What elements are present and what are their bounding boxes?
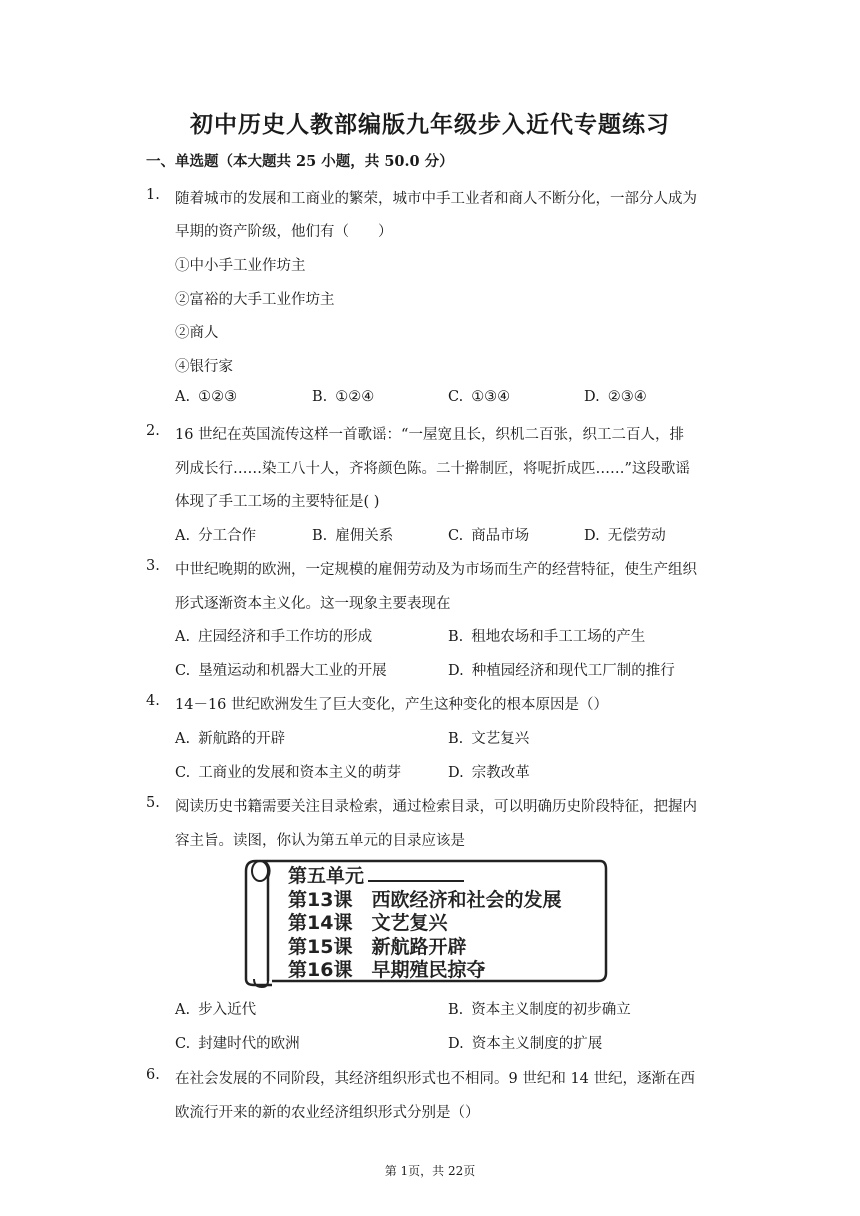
table-of-contents-scroll-figure <box>242 855 608 988</box>
option-c[interactable] <box>175 761 401 782</box>
section-heading: 一、单选题（本大题共 25 小题，共 50.0 分） <box>146 153 454 170</box>
option-key: C. <box>448 389 464 405</box>
option-b[interactable] <box>312 389 374 405</box>
option-text: 庄园经济和手工作坊的形成 <box>198 629 373 645</box>
option-key: C. <box>448 528 464 544</box>
page-footer: 第 1页，共 22页 <box>384 1164 476 1178</box>
question-text-line: 列成长行……染工八十人，齐将颜色陈。二十擀制匠，将呢折成匹……”这段歌谣 <box>175 461 690 477</box>
lesson-entry: 第13课 西欧经济和社会的发展 <box>288 888 562 911</box>
question-text-line: 中世纪晚期的欧洲，一定规模的雇佣劳动及为市场而生产的经营特征，使生产组织 <box>175 562 697 578</box>
answer-options <box>175 761 735 781</box>
option-key: A. <box>175 1002 191 1018</box>
option-text: 分工合作 <box>198 528 257 544</box>
option-key: B. <box>448 629 464 645</box>
option-a[interactable] <box>175 389 237 405</box>
answer-options <box>175 524 735 544</box>
option-key: C. <box>175 1036 191 1052</box>
option-key: B. <box>448 731 464 747</box>
question-text-line: 体现了手工工场的主要特征是( ) <box>175 494 380 510</box>
option-c[interactable] <box>175 659 387 680</box>
option-key: D. <box>584 389 600 405</box>
option-text: 无偿劳动 <box>607 528 666 544</box>
option-text: 封建时代的欧洲 <box>198 1036 300 1052</box>
option-key: C. <box>175 663 191 679</box>
question-text-line: 欧流行开来的新的农业经济组织形式分别是（） <box>175 1105 480 1121</box>
question-number: 1. <box>146 187 160 203</box>
option-text: 新航路的开辟 <box>198 731 286 747</box>
question-number: 6. <box>146 1067 160 1083</box>
option-key: A. <box>175 629 191 645</box>
question-text-line: 16 世纪在英国流传这样一首歌谣：“一屋宽且长，织机二百张，织工二百人，排 <box>175 427 684 443</box>
lesson-entry: 第15课 新航路开辟 <box>288 935 467 958</box>
option-a[interactable] <box>175 727 285 748</box>
option-text: 工商业的发展和资本主义的萌芽 <box>198 765 402 781</box>
answer-options <box>175 389 735 409</box>
option-text: 宗教改革 <box>471 765 530 781</box>
option-d[interactable] <box>584 524 666 545</box>
option-key: D. <box>584 528 600 544</box>
question-number: 4. <box>146 693 160 709</box>
option-a[interactable] <box>175 998 256 1019</box>
option-d[interactable] <box>584 389 647 405</box>
option-b[interactable] <box>448 998 631 1019</box>
option-b[interactable] <box>448 727 529 748</box>
option-key: B. <box>312 528 328 544</box>
answer-options <box>175 1032 735 1052</box>
answer-options <box>175 625 735 645</box>
option-text: 垦殖运动和机器大工业的开展 <box>198 663 387 679</box>
question-text-line: 阅读历史书籍需要关注目录检索，通过检索目录，可以明确历史阶段特征，把握内 <box>175 799 697 815</box>
option-a[interactable] <box>175 625 372 646</box>
option-text: 雇佣关系 <box>335 528 394 544</box>
option-text: 资本主义制度的扩展 <box>471 1036 603 1052</box>
option-a[interactable] <box>175 524 256 545</box>
option-text: 种植园经济和现代工厂制的推行 <box>471 663 675 679</box>
option-key: C. <box>175 765 191 781</box>
question-text-line: 在社会发展的不同阶段，其经济组织形式也不相同。9 世纪和 14 世纪，逐渐在西 <box>175 1071 696 1087</box>
unit-heading-text: 第五单元 <box>288 865 365 887</box>
option-c[interactable] <box>448 389 510 405</box>
option-c[interactable] <box>448 524 529 545</box>
question-text-line: 形式逐渐资本主义化。这一现象主要表现在 <box>175 596 451 612</box>
question-number: 2. <box>146 423 160 439</box>
unit-title-blank <box>368 866 464 882</box>
option-key: A. <box>175 731 191 747</box>
question-text-line: 14－16 世纪欧洲发生了巨大变化，产生这种变化的根本原因是（） <box>175 697 609 713</box>
option-text: 文艺复兴 <box>471 731 530 747</box>
option-text: 步入近代 <box>198 1002 257 1018</box>
option-key: D. <box>448 765 464 781</box>
statement-item: ①中小手工业作坊主 <box>175 258 306 274</box>
answer-options <box>175 998 735 1018</box>
option-text: ②③④ <box>607 389 647 405</box>
statement-item: ④银行家 <box>175 359 233 375</box>
option-text: 资本主义制度的初步确立 <box>471 1002 631 1018</box>
option-key: D. <box>448 1036 464 1052</box>
option-key: D. <box>448 663 464 679</box>
statement-item: ②富裕的大手工业作坊主 <box>175 292 335 308</box>
option-text: ①②④ <box>335 389 375 405</box>
option-b[interactable] <box>312 524 393 545</box>
option-d[interactable] <box>448 1032 602 1053</box>
question-number: 3. <box>146 558 160 574</box>
option-d[interactable] <box>448 761 530 782</box>
option-key: A. <box>175 528 191 544</box>
option-key: A. <box>175 389 191 405</box>
lesson-entry: 第16课 早期殖民掠夺 <box>288 959 486 981</box>
option-key: B. <box>312 389 328 405</box>
option-text: 商品市场 <box>471 528 530 544</box>
question-text-line: 随着城市的发展和工商业的繁荣，城市中手工业者和商人不断分化，一部分人成为 <box>175 191 697 207</box>
option-c[interactable] <box>175 1032 300 1053</box>
option-text: 租地农场和手工工场的产生 <box>471 629 646 645</box>
lesson-entry: 第14课 文艺复兴 <box>288 912 448 934</box>
question-text-line: 容主旨。读图，你认为第五单元的目录应该是 <box>175 833 465 849</box>
option-d[interactable] <box>448 659 675 680</box>
answer-options <box>175 727 735 747</box>
option-b[interactable] <box>448 625 645 646</box>
statement-item: ②商人 <box>175 325 219 341</box>
page-title: 初中历史人教部编版九年级步入近代专题练习 <box>190 111 670 138</box>
option-text: ①③④ <box>471 389 511 405</box>
question-text-line: 早期的资产阶级，他们有（ ） <box>175 224 393 240</box>
option-text: ①②③ <box>198 389 238 405</box>
unit-heading <box>288 865 561 889</box>
answer-options <box>175 659 735 679</box>
scroll-contents <box>288 865 561 983</box>
question-number: 5. <box>146 795 160 811</box>
option-key: B. <box>448 1002 464 1018</box>
